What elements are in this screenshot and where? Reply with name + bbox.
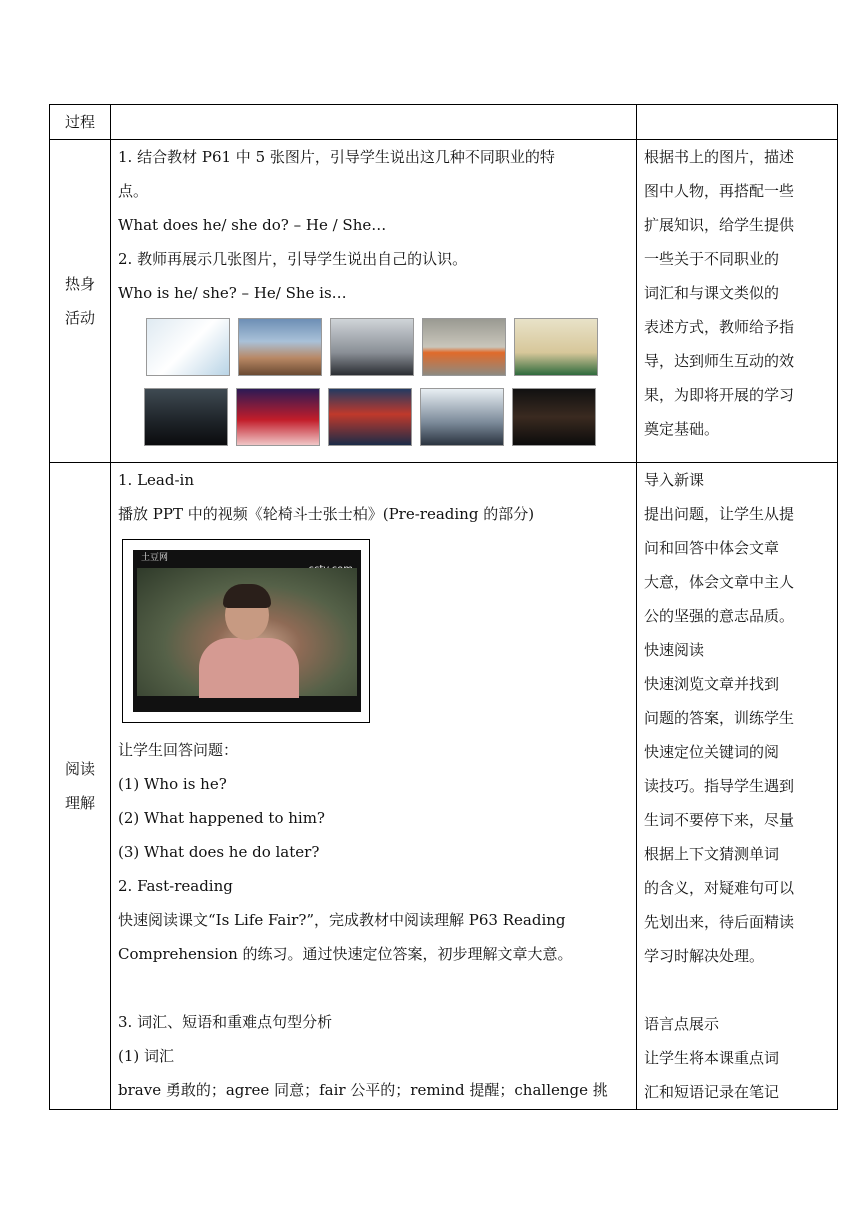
reading-note-line — [644, 973, 831, 1007]
reading-main-cell — [111, 463, 637, 1110]
reading-note-line: 公的坚强的意志品质。 — [644, 607, 795, 625]
worker-photo — [238, 318, 322, 376]
boy-photo — [137, 568, 357, 696]
warmup-note-line: 奠定基础。 — [644, 420, 720, 438]
photo-row-2 — [118, 388, 630, 446]
warmup-note-line: 根据书上的图片，描述 — [644, 148, 795, 166]
warmup-note-line: 扩展知识，给学生提供 — [644, 216, 795, 234]
warmup-stage-line-2: 活动 — [64, 309, 95, 327]
reading-stage-line-1: 阅读 — [64, 760, 95, 778]
reading-text-line: 2. Fast-reading — [118, 877, 233, 895]
paragraph-gap — [118, 971, 630, 1005]
reading-note-line: 提出问题，让学生从提 — [644, 505, 795, 523]
warmup-note-line: 一些关于不同职业的 — [644, 250, 780, 268]
reading-note-line: 读技巧。指导学生遇到 — [644, 777, 795, 795]
reading-text-line: (2) What happened to him? — [118, 809, 325, 827]
reading-text-line: 3. 词汇、短语和重难点句型分析 — [118, 1013, 333, 1031]
stage-header-label: 过程 — [64, 113, 95, 131]
reading-note-line: 快速定位关键词的阅 — [644, 743, 780, 761]
businessman-photo — [512, 388, 596, 446]
warmup-stage-line-1: 热身 — [64, 275, 95, 293]
reading-note-line: 汇和短语记录在笔记 — [644, 1083, 780, 1101]
reading-note-line: 大意，体会文章中主人 — [644, 573, 795, 591]
street-cleaner-photo — [422, 318, 506, 376]
reading-text-line: brave 勇敢的；agree 同意；fair 公平的；remind 提醒；challenge 挑 — [118, 1081, 608, 1099]
table-header-row — [50, 105, 838, 140]
reading-text-line: 让学生回答问题： — [118, 741, 239, 759]
reading-note-line: 快速阅读 — [644, 641, 705, 659]
warmup-note-line: 果，为即将开展的学习 — [644, 386, 795, 404]
reading-text-line: 1. Lead-in — [118, 471, 194, 489]
occupation-photos — [118, 310, 630, 462]
reading-text-line: (1) 词汇 — [118, 1047, 175, 1065]
warmup-stage-cell — [50, 140, 111, 463]
stage-header-cell — [50, 105, 111, 140]
boy-body-shape — [199, 638, 299, 698]
reading-text-line: 快速阅读课文“Is Life Fair?”，完成教材中阅读理解 P63 Reading — [118, 911, 566, 929]
reading-note-line: 生词不要停下来，尽量 — [644, 811, 795, 829]
note-header-cell — [637, 105, 838, 140]
reading-stage-cell — [50, 463, 111, 1110]
reading-row — [50, 463, 838, 1110]
reading-note-cell — [637, 463, 838, 1110]
reading-note-line: 让学生将本课重点词 — [644, 1049, 780, 1067]
warmup-text-line: What does he/ she do? – He / She… — [118, 216, 387, 234]
main-header-cell — [111, 105, 637, 140]
police-guards-photo — [330, 318, 414, 376]
video-logo-left: 土豆网 — [141, 553, 169, 563]
warmup-note-line: 图中人物，再搭配一些 — [644, 182, 795, 200]
shop-assistant-photo — [514, 318, 598, 376]
reading-stage-line-2: 理解 — [64, 794, 95, 812]
policeman-photo — [144, 388, 228, 446]
reading-note-line: 先划出来，待后面精读 — [644, 913, 795, 931]
doctor-nurse-photo — [146, 318, 230, 376]
warmup-text-line: 1. 结合教材 P61 中 5 张图片，引导学生说出这几种不同职业的特 — [118, 148, 555, 166]
warmup-note-cell — [637, 140, 838, 463]
video-still-frame — [122, 539, 370, 723]
reading-note-line: 根据上下文猜测单词 — [644, 845, 780, 863]
reading-text-line: 播放 PPT 中的视频《轮椅斗士张士柏》(Pre-reading 的部分) — [118, 505, 535, 523]
warmup-text-line: 2. 教师再展示几张图片，引导学生说出自己的认识。 — [118, 250, 468, 268]
reading-note-line: 学习时解决处理。 — [644, 947, 765, 965]
warmup-text-line: Who is he/ she? – He/ She is… — [118, 284, 347, 302]
host-photo — [236, 388, 320, 446]
lesson-plan-table — [49, 104, 838, 1110]
warmup-note-line: 词汇和与课文类似的 — [644, 284, 780, 302]
reading-note-line: 快速浏览文章并找到 — [644, 675, 780, 693]
video-still — [133, 550, 361, 712]
basketball-team-photo — [328, 388, 412, 446]
reading-text-line: Comprehension 的练习。通过快速定位答案，初步理解文章大意。 — [118, 945, 573, 963]
reading-note-line: 问题的答案，训练学生 — [644, 709, 795, 727]
reading-note-line: 语言点展示 — [644, 1015, 720, 1033]
photo-row-1 — [118, 318, 630, 376]
warmup-row — [50, 140, 838, 463]
reading-text-line: (1) Who is he? — [118, 775, 227, 793]
office-workers-photo — [420, 388, 504, 446]
warmup-note-line: 导，达到师生互动的效 — [644, 352, 795, 370]
warmup-note-line: 表述方式，教师给予指 — [644, 318, 795, 336]
warmup-main-cell — [111, 140, 637, 463]
warmup-text-line: 点。 — [118, 182, 149, 200]
reading-note-line: 导入新课 — [644, 471, 705, 489]
reading-text-line: (3) What does he do later? — [118, 843, 320, 861]
reading-note-line: 的含义，对疑难句可以 — [644, 879, 795, 897]
reading-note-line: 问和回答中体会文章 — [644, 539, 780, 557]
boy-hair-shape — [223, 584, 271, 608]
